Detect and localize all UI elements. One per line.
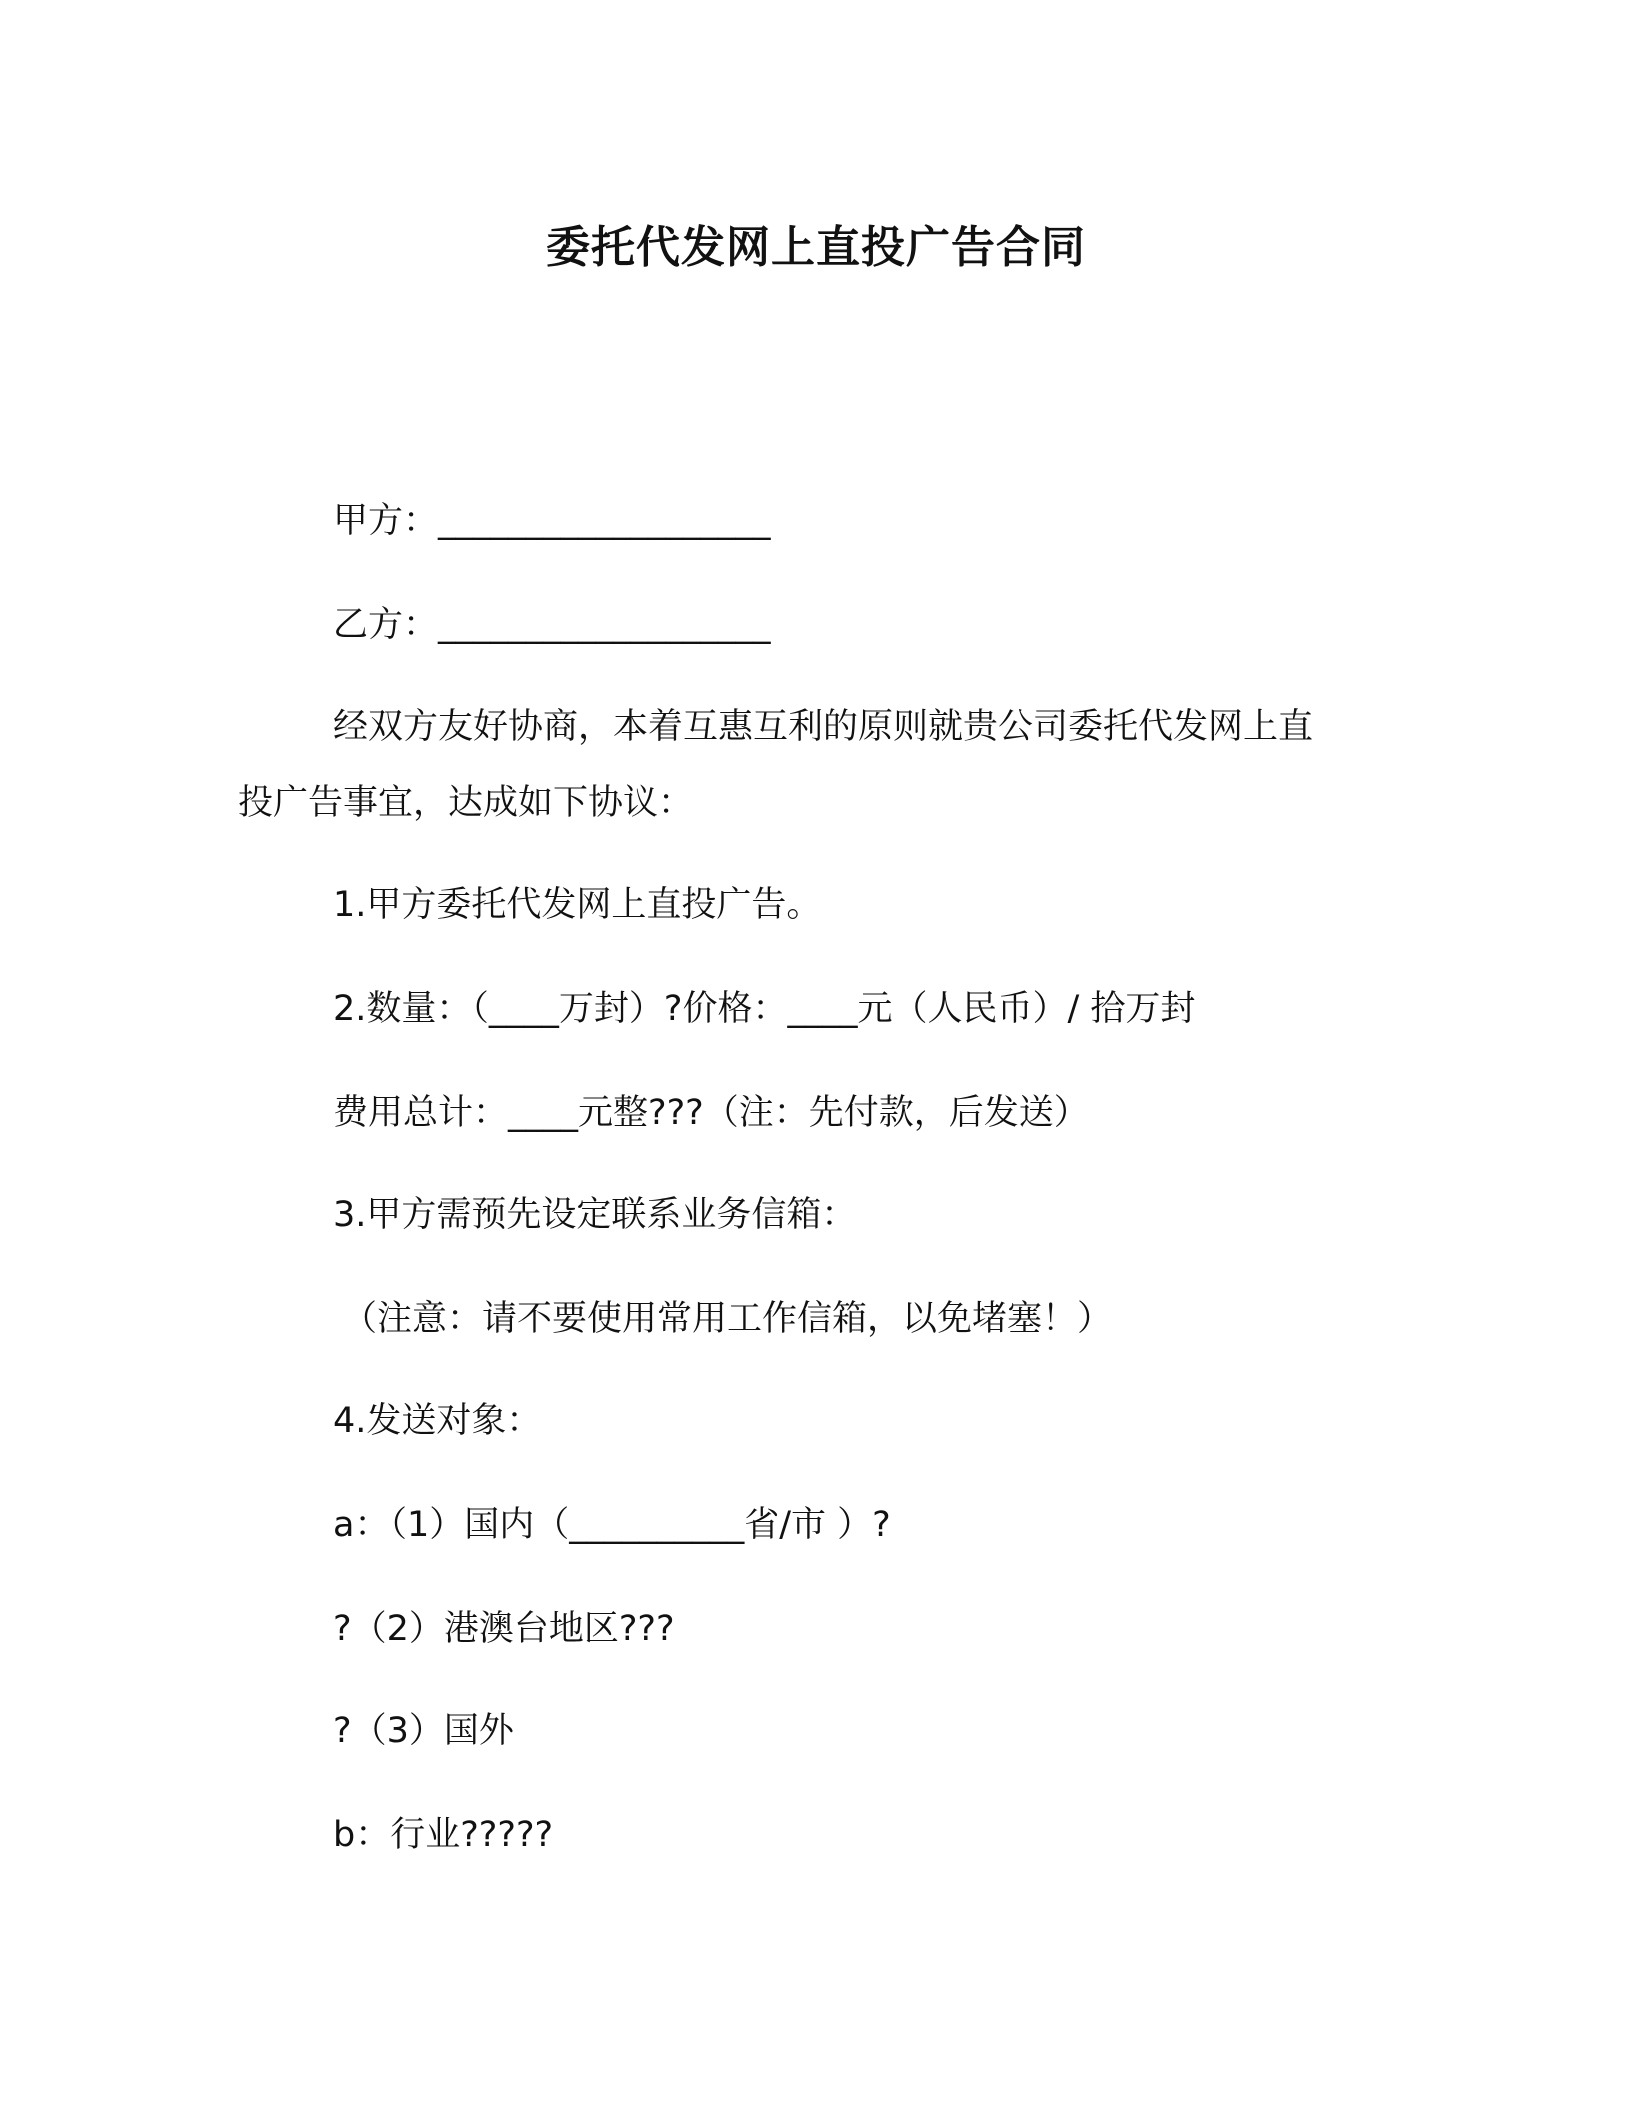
clause-3-note: （注意：请不要使用常用工作信箱，以免堵塞！） <box>342 1299 1113 1339</box>
clause-4-b-industry: b：行业????? <box>333 1815 554 1855</box>
party-a-line: 甲方：___________________ <box>333 501 771 541</box>
clause-2-quantity-price: 2.数量：（____万封）?价格：____元（人民币）/ 拾万封 <box>333 989 1196 1029</box>
contract-title: 委托代发网上直投广告合同 <box>546 222 1086 273</box>
clause-1: 1.甲方委托代发网上直投广告。 <box>333 885 822 925</box>
clause-3: 3.甲方需预先设定联系业务信箱： <box>333 1195 857 1235</box>
clause-4-a-hk-macau-taiwan: ?（2）港澳台地区??? <box>333 1609 675 1649</box>
clause-4: 4.发送对象： <box>333 1401 542 1441</box>
preamble-line-1: 经双方友好协商，本着互惠互利的原则就贵公司委托代发网上直 <box>333 707 1314 747</box>
clause-2-total-fee: 费用总计：____元整???（注：先付款，后发送） <box>333 1093 1089 1133</box>
clause-4-a-overseas: ?（3）国外 <box>333 1711 514 1751</box>
party-b-line: 乙方：___________________ <box>333 605 771 645</box>
clause-4-a-domestic: a：（1）国内（__________省/市 ）? <box>333 1505 891 1545</box>
preamble-line-2: 投广告事宜，达成如下协议： <box>238 783 694 823</box>
